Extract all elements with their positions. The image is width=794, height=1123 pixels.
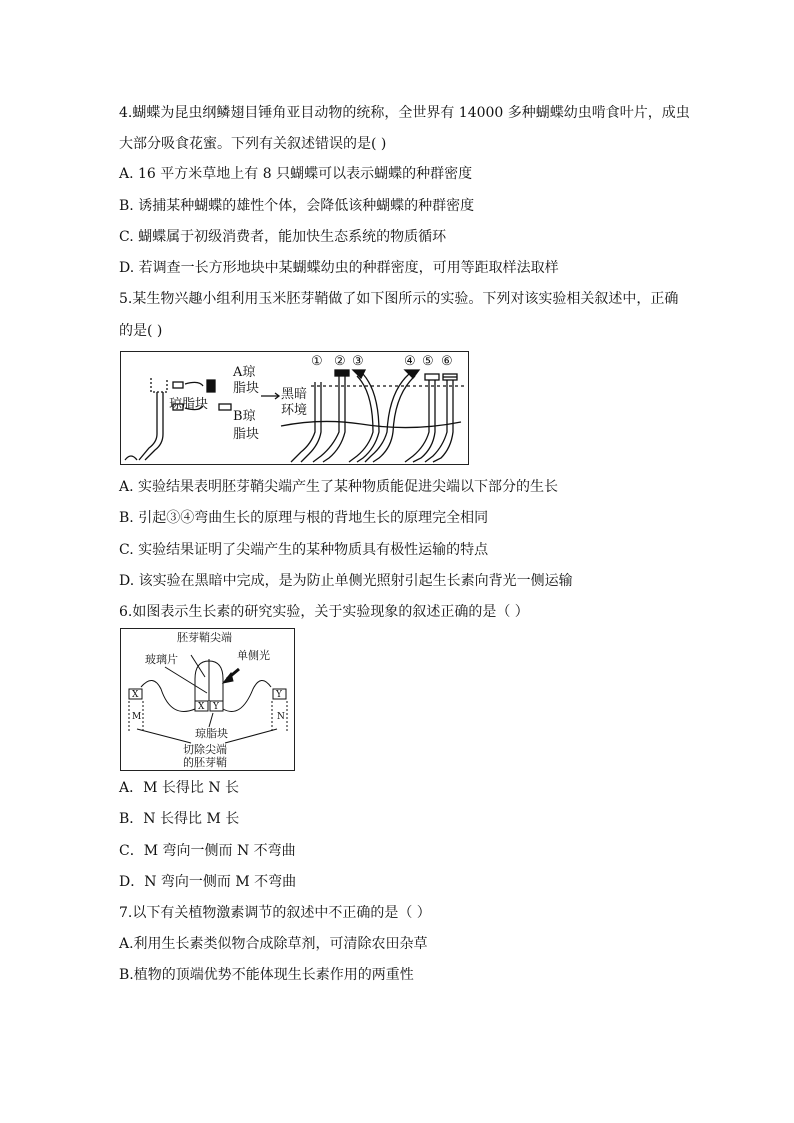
- q7-option-b: B.植物的顶端优势不能体现生长素作用的两重性: [119, 967, 414, 983]
- q6-fig-agar-label: 琼脂块: [195, 727, 228, 740]
- q5-fig-a-label-1: A琼: [233, 365, 256, 380]
- q6-option-a: A．M 长得比 N 长: [119, 780, 240, 796]
- q6-option-b: B．N 长得比 M 长: [119, 811, 240, 827]
- q4-option-b: B. 诱捕某种蝴蝶的雄性个体，会降低该种蝴蝶的种群密度: [119, 198, 475, 214]
- q4-option-d: D. 若调查一长方形地块中某蝴蝶幼虫的种群密度，可用等距取样法取样: [119, 260, 559, 276]
- q5-option-b: B. 引起③④弯曲生长的原理与根的背地生长的原理完全相同: [119, 510, 489, 526]
- q6-fig-cut-label-2: 的胚芽鞘: [183, 756, 227, 769]
- q6-fig-y-center: Y: [213, 702, 219, 712]
- q5-fig-num-4: ④: [404, 354, 416, 369]
- q5-fig-b-label-2: 脂块: [233, 427, 260, 442]
- q5-fig-num-3: ③: [352, 354, 364, 369]
- q5-stem-line1: 5.某生物兴趣小组利用玉米胚芽鞘做了如下图所示的实验。下列对该实验相关叙述中，正确: [119, 291, 679, 307]
- q7-option-a: A.利用生长素类似物合成除草剂，可清除农田杂草: [119, 936, 428, 952]
- q6-fig-n-label: N: [277, 712, 285, 722]
- q4-option-a: A. 16 平方米草地上有 8 只蝴蝶可以表示蝴蝶的种群密度: [119, 166, 473, 182]
- q6-fig-cut-label-1: 切除尖端: [183, 743, 227, 756]
- q6-fig-x-left: X: [132, 690, 139, 700]
- q6-option-c: C．M 弯向一侧而 N 不弯曲: [119, 843, 296, 859]
- q6-fig-light-label: 单侧光: [237, 649, 270, 662]
- q6-fig-m-label: M: [132, 712, 142, 722]
- q6-fig-tip-label: 胚芽鞘尖端: [177, 631, 232, 644]
- q5-fig-dark-label-1: 黑暗: [281, 387, 308, 402]
- q5-fig-num-5: ⑤: [422, 354, 434, 369]
- q6-fig-y-right: Y: [276, 690, 282, 700]
- q5-option-c: C. 实验结果证明了尖端产生的某种物质具有极性运输的特点: [119, 542, 489, 558]
- q6-stem: 6.如图表示生长素的研究实验，关于实验现象的叙述正确的是（ ）: [119, 604, 529, 620]
- q5-option-d: D. 该实验在黑暗中完成，是为防止单侧光照射引起生长素向背光一侧运输: [119, 573, 573, 589]
- q4-stem-line2: 大部分吸食花蜜。下列有关叙述错误的是( ): [119, 136, 387, 152]
- q6-option-d: D．N 弯向一侧而 M 不弯曲: [119, 874, 297, 890]
- q5-fig-num-2: ②: [334, 354, 346, 369]
- q5-fig-a-label-2: 脂块: [233, 381, 260, 396]
- q5-stem-line2: 的是( ): [119, 323, 163, 339]
- q5-figure: [120, 351, 469, 465]
- q5-fig-num-1: ①: [311, 354, 323, 369]
- q4-stem-line1: 4.蝴蝶为昆虫纲鳞翅目锤角亚目动物的统称，全世界有 14000 多种蝴蝶幼虫啃食叶片，成虫: [119, 105, 690, 121]
- q5-fig-b-label-1: B琼: [233, 409, 256, 424]
- q6-figure: [120, 628, 295, 771]
- q5-fig-num-6: ⑥: [441, 354, 453, 369]
- q5-option-a: A. 实验结果表明胚芽鞘尖端产生了某种物质能促进尖端以下部分的生长: [119, 479, 559, 495]
- q5-fig-dark-label-2: 环境: [281, 403, 308, 418]
- q7-stem: 7.以下有关植物激素调节的叙述中不正确的是（ ）: [119, 905, 431, 921]
- q6-fig-x-center: X: [198, 702, 205, 712]
- q5-fig-agar-label: 琼脂块: [169, 397, 209, 412]
- q6-fig-glass-label: 玻璃片: [145, 653, 178, 666]
- q4-option-c: C. 蝴蝶属于初级消费者，能加快生态系统的物质循环: [119, 229, 447, 245]
